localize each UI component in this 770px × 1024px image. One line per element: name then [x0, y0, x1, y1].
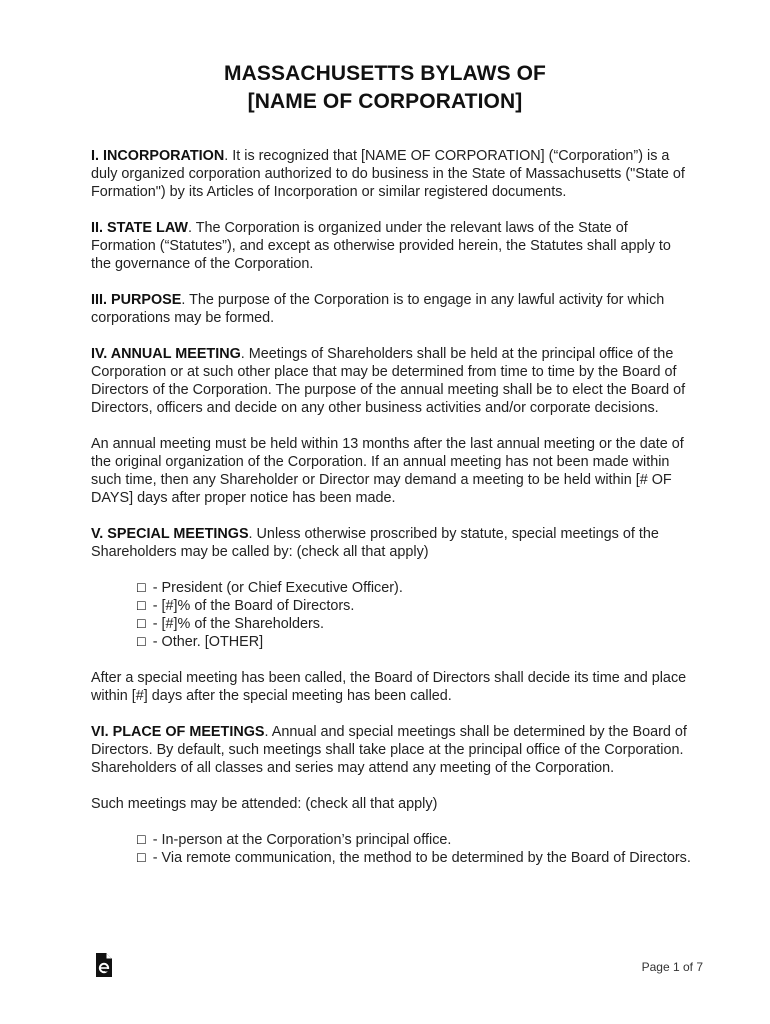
checkbox-icon[interactable]: ☐: [136, 599, 147, 613]
checklist-item-label: - Via remote communication, the method to be determined by the Board of Directors.: [152, 850, 691, 866]
checklist-item-label: - In-person at the Corporation’s principal office.: [152, 832, 452, 848]
section-place-of-meetings: [91, 723, 691, 777]
section-text: . Meetings of Shareholders shall be held at the principal office of the Corporation or at such other place that may be determined from time to time by the Board of Directors of the Corporation. The purpose of the annual meeting shall be to elect the Board of Directors, officers and decide on any other business activities and/or corporate decisions.: [91, 346, 686, 416]
checklist-item[interactable]: [136, 633, 691, 651]
checkbox-icon[interactable]: ☐: [136, 833, 147, 847]
place-of-meetings-checklist: [136, 831, 691, 867]
section-text: . Unless otherwise proscribed by statute, special meetings of the Shareholders may be called by: (check all that apply): [91, 526, 659, 560]
checklist-item[interactable]: [136, 849, 691, 867]
checklist-item[interactable]: [136, 615, 691, 633]
section-heading: VI. PLACE OF MEETINGS: [91, 724, 265, 740]
eforms-logo-icon: [94, 952, 114, 978]
special-meetings-paragraph-2: After a special meeting has been called, the Board of Directors shall decide its time and place within [#] days after the special meeting has been called.: [91, 670, 687, 704]
section-special-meetings: [91, 525, 691, 561]
checkbox-icon[interactable]: ☐: [136, 851, 147, 865]
checkbox-icon[interactable]: ☐: [136, 581, 147, 595]
special-meetings-checklist: [136, 579, 691, 651]
section-state-law: [91, 219, 691, 273]
checklist-item-label: - [#]% of the Board of Directors.: [152, 598, 355, 614]
section-purpose: [91, 291, 691, 327]
section-annual-meeting: [91, 345, 691, 417]
section-heading: IV. ANNUAL MEETING: [91, 346, 241, 362]
page-number: Page 1 of 7: [641, 960, 703, 974]
title-line-1: MASSACHUSETTS BYLAWS OF: [224, 62, 546, 85]
section-heading: I. INCORPORATION: [91, 148, 225, 164]
section-heading: III. PURPOSE: [91, 292, 182, 308]
section-incorporation: [91, 147, 691, 201]
checkbox-icon[interactable]: ☐: [136, 635, 147, 649]
document-body: [91, 147, 691, 885]
place-of-meetings-paragraph-2: Such meetings may be attended: (check all that apply): [91, 796, 438, 812]
section-text: . It is recognized that [NAME OF CORPORATION] (“Corporation”) is a duly organized corporation authorized to do business in the State of Massachusetts ("State of Formation") by its Articles of Incorporation or similar registered documents.: [91, 148, 685, 200]
checklist-item-label: - [#]% of the Shareholders.: [152, 616, 324, 632]
section-text: . The Corporation is organized under the relevant laws of the State of Formation (“Statutes”), and except as otherwise provided herein, the Statutes shall apply to the governance of the Corporation.: [91, 220, 671, 272]
section-heading: II. STATE LAW: [91, 220, 188, 236]
title-line-2: [NAME OF CORPORATION]: [247, 90, 523, 113]
document-title: [0, 60, 770, 116]
checkbox-icon[interactable]: ☐: [136, 617, 147, 631]
annual-meeting-paragraph-2: An annual meeting must be held within 13 months after the last annual meeting or the date of the original organization of the Corporation. If an annual meeting has not been made within such time, then any Shareholder or Director may demand a meeting to be held within [# OF DAYS] days after proper notice has been made.: [91, 436, 684, 506]
checklist-item[interactable]: [136, 831, 691, 849]
section-text: . The purpose of the Corporation is to engage in any lawful activity for which corporations may be formed.: [91, 292, 665, 326]
checklist-item[interactable]: [136, 597, 691, 615]
checklist-item-label: - Other. [OTHER]: [152, 634, 264, 650]
section-text: . Annual and special meetings shall be determined by the Board of Directors. By default, such meetings shall take place at the principal office of the Corporation. Shareholders of all classes and series may attend any meeting of the Corporation.: [91, 724, 687, 776]
checklist-item-label: - President (or Chief Executive Officer).: [152, 580, 403, 596]
checklist-item[interactable]: [136, 579, 691, 597]
section-heading: V. SPECIAL MEETINGS: [91, 526, 249, 542]
